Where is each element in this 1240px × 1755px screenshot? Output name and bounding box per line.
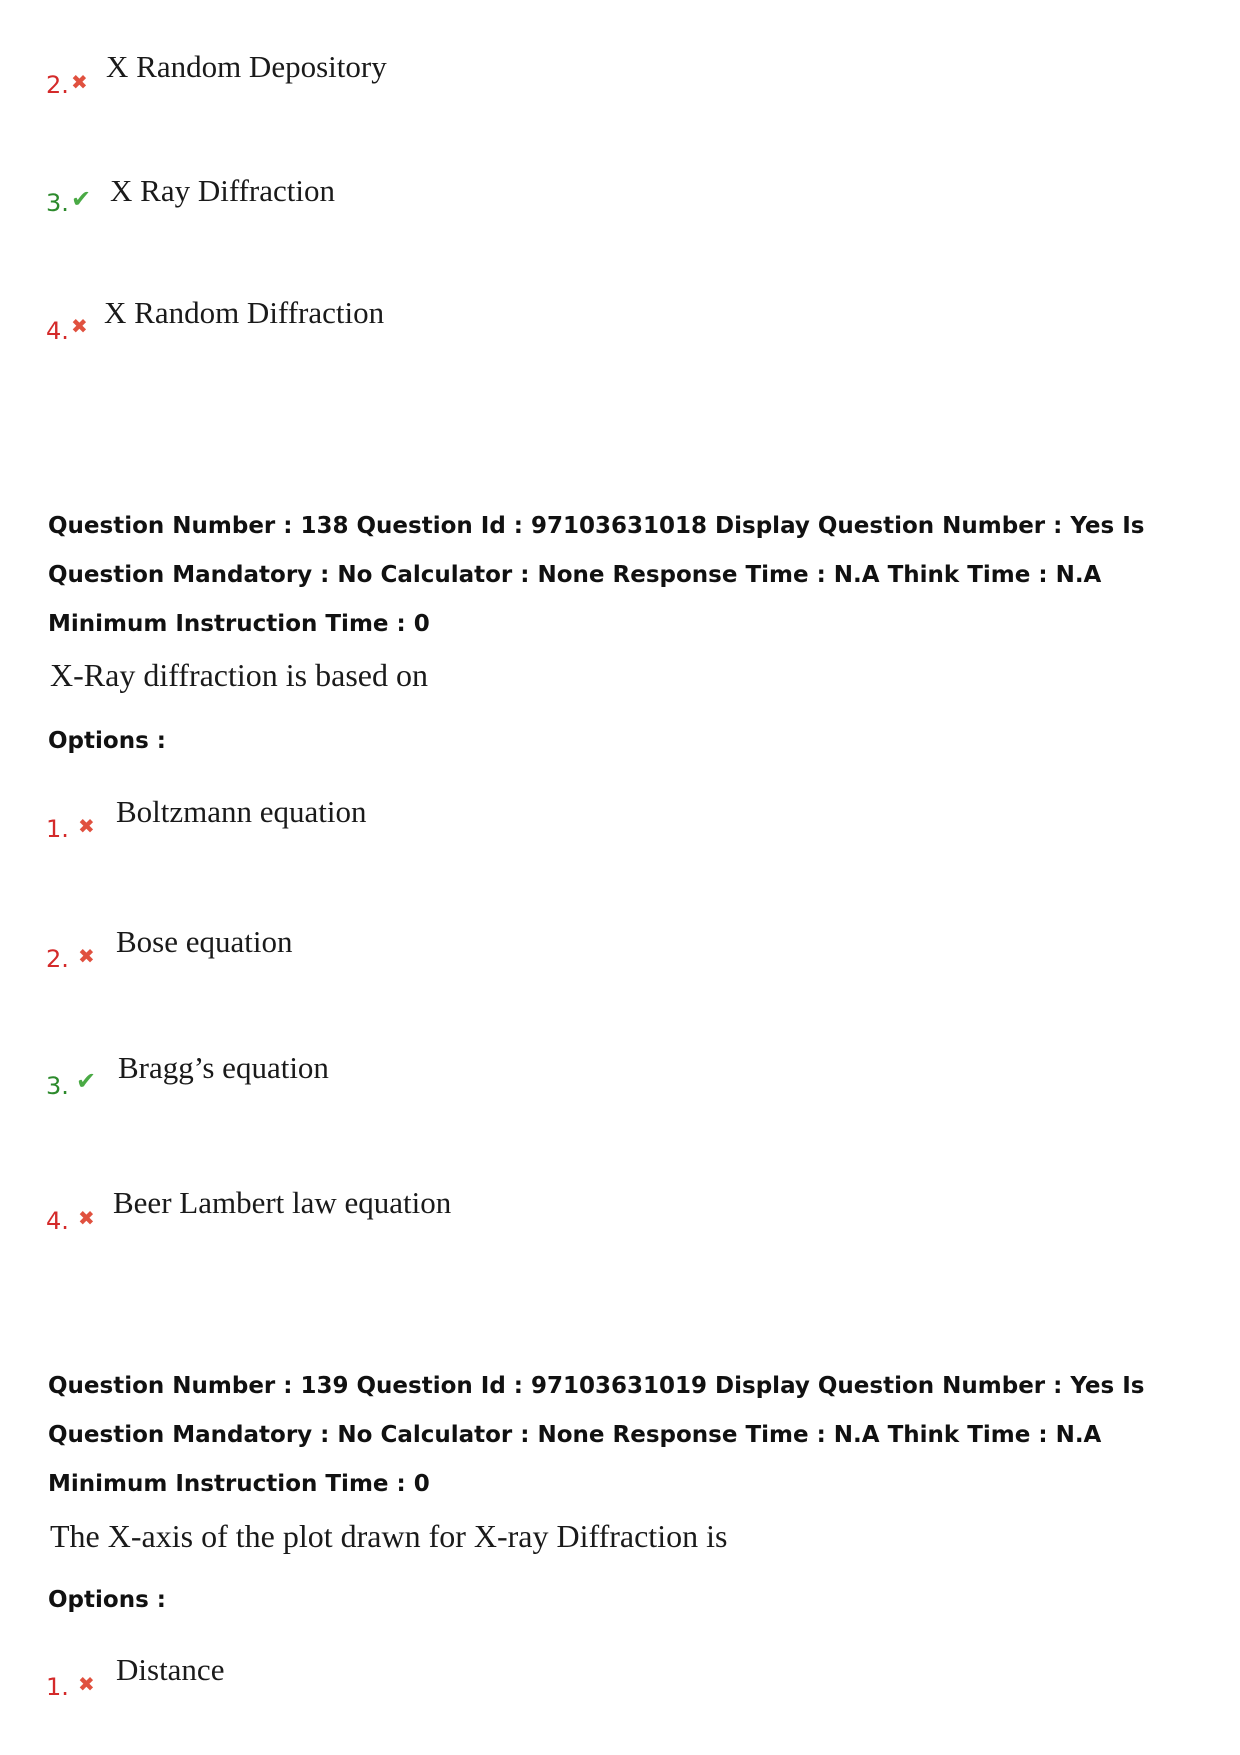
question-text: X-Ray diffraction is based on bbox=[50, 657, 428, 693]
option-text: Bose equation bbox=[116, 924, 293, 959]
cross-icon: ✖ bbox=[71, 314, 88, 338]
cross-icon: ✖ bbox=[78, 1206, 95, 1230]
option-text: Beer Lambert law equation bbox=[113, 1185, 452, 1220]
options-label: Options : bbox=[48, 1587, 166, 1613]
option-number: 4. bbox=[46, 1207, 69, 1235]
option-number: 1. bbox=[46, 1673, 69, 1701]
question-meta: Question Number : 138 Question Id : 97103631018 Display Question Number : Yes Is Question Mandatory : No Calculator : None Response Time : N.A Think Time : N.A Minimum Instruction Time : 0 bbox=[48, 513, 1145, 637]
option-text: X Ray Diffraction bbox=[110, 173, 335, 208]
option-item bbox=[46, 1185, 846, 1262]
option-item bbox=[46, 49, 846, 120]
option-number: 3. bbox=[46, 189, 69, 217]
option-text: Boltzmann equation bbox=[116, 794, 367, 829]
option-item bbox=[46, 1050, 846, 1127]
option-number: 3. bbox=[46, 1072, 69, 1100]
option-number: 4. bbox=[46, 317, 69, 345]
option-item bbox=[46, 1652, 846, 1728]
question-meta: Question Number : 139 Question Id : 97103631019 Display Question Number : Yes Is Question Mandatory : No Calculator : None Response Time : N.A Think Time : N.A Minimum Instruction Time : 0 bbox=[48, 1373, 1145, 1497]
option-text: X Random Depository bbox=[106, 49, 387, 84]
option-number: 1. bbox=[46, 815, 69, 843]
check-icon: ✔ bbox=[71, 185, 92, 213]
check-icon: ✔ bbox=[76, 1067, 97, 1095]
cross-icon: ✖ bbox=[78, 814, 95, 838]
option-text: Bragg’s equation bbox=[118, 1050, 329, 1085]
cross-icon: ✖ bbox=[71, 70, 88, 94]
option-item bbox=[46, 173, 846, 244]
option-item bbox=[46, 794, 846, 870]
options-label: Options : bbox=[48, 728, 166, 754]
option-text: Distance bbox=[116, 1652, 225, 1687]
question-text: The X-axis of the plot drawn for X-ray Diffraction is bbox=[50, 1518, 728, 1554]
cross-icon: ✖ bbox=[78, 944, 95, 968]
option-text: X Random Diffraction bbox=[104, 295, 385, 330]
cross-icon: ✖ bbox=[78, 1672, 95, 1696]
option-item bbox=[46, 295, 846, 364]
option-number: 2. bbox=[46, 945, 69, 973]
option-number: 2. bbox=[46, 71, 69, 99]
option-item bbox=[46, 924, 846, 1000]
